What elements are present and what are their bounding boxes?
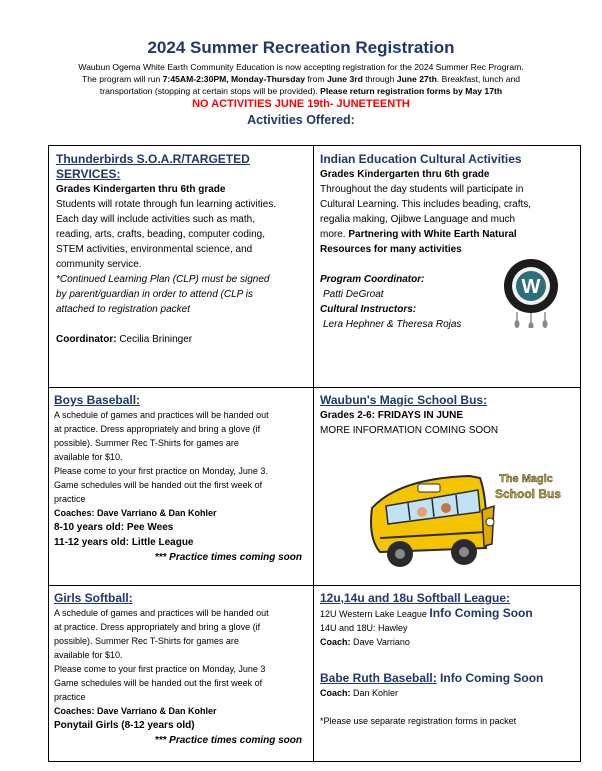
girls-softball-cell [54,591,310,748]
registration-forms-note: *Please use separate registration forms in packet [320,716,517,726]
babe-ruth-coach: Coach: Dan Kohler [320,688,399,698]
softball-body: available for $10. [54,650,123,660]
thunderbirds-cell [56,152,308,347]
intro-line-3: transportation (stopping at certain stops will be provided). Please return registration forms by May 17th [99,86,503,96]
clp-note: by parent/guardian in order to attend (CLP is [56,289,253,300]
clp-note: *Continued Learning Plan (CLP) must be signed [56,274,270,285]
instructors-names: Lera Hephner & Theresa Rojas [323,319,462,330]
row-divider-1 [49,387,580,388]
activities-table [48,145,581,762]
softball-body: possible). Summer Rec T-Shirts for games are [54,636,239,646]
baseball-coaches: Coaches: Dave Varriano & Dan Kohler [54,508,217,518]
activities-offered-heading: Activities Offered: [247,113,355,127]
program-coordinator-name: Patti DeGroat [323,289,384,300]
softball-league-heading: 12u,14u and 18u Softball League: [320,591,511,605]
softball-body: A schedule of games and practices will be handed out [54,608,269,618]
leagues-cell [320,591,578,728]
babe-ruth-heading: Babe Ruth Baseball: Info Coming Soon [320,671,544,685]
indian-ed-body: Resources for many activities [320,244,462,255]
softball-age-group: Ponytail Girls (8-12 years old) [54,720,195,731]
baseball-body: A schedule of games and practices will be handed out [54,410,269,420]
softball-body: at practice. Dress appropriately and bring a glove (if [54,622,261,632]
instructors-label: Cultural Instructors: [320,304,417,315]
row-divider-2 [49,585,580,586]
baseball-body: at practice. Dress appropriately and bring a glove (if [54,424,261,434]
thunderbirds-body: Each day will include activities such as math, [56,214,255,225]
baseball-body: Game schedules will be handed out the first week of [54,480,263,490]
magic-bus-logo-line-2: School Bus [494,487,562,501]
program-coordinator-label: Program Coordinator: [320,274,425,285]
intro-text [30,61,572,97]
column-divider [313,146,314,761]
clp-note: attached to registration packet [56,304,190,315]
baseball-body: available for $10. [54,452,123,462]
magic-school-bus-illustration [360,460,572,578]
magic-bus-logo-line-1: The Magic [499,473,553,485]
indian-ed-body: regalia making, Ojibwe Language and much [320,214,516,225]
svg-text:W: W [521,276,541,298]
boys-baseball-heading: Boys Baseball: [54,393,141,407]
intro-line-2: The program will run 7:45AM-2:30PM, Monday-Thursday from June 3rd through June 27th. Breakfast, lunch and [82,74,520,84]
indian-ed-body: Throughout the day students will participate in [320,184,524,195]
indian-ed-body: more. Partnering with White Earth Natural [320,229,517,240]
thunderbirds-heading: Thunderbirds S.O.A.R/TARGETED SERVICES: [56,152,250,181]
thunderbirds-body: community service. [56,259,142,270]
thunderbirds-grades: Grades Kindergarten thru 6th grade [56,184,226,195]
magic-bus-grades: Grades 2-6: FRIDAYS IN JUNE [320,410,464,421]
magic-bus-cell [320,393,578,438]
league-line-2: 14U and 18U: Hawley [320,623,408,633]
magic-bus-heading: Waubun's Magic School Bus: [320,393,488,407]
magic-bus-more-info: MORE INFORMATION COMING SOON [320,425,499,436]
baseball-age-group: 11-12 years old: Little League [54,537,194,548]
baseball-body: possible). Summer Rec T-Shirts for games are [54,438,239,448]
boys-baseball-cell [54,393,310,565]
league-coach: Coach: Dave Varriano [320,637,410,647]
indian-ed-grades: Grades Kindergarten thru 6th grade [320,169,490,180]
thunderbirds-coordinator: Coordinator: Cecilia Brininger [56,334,193,345]
intro-line-1: Waubun Ogema White Earth Community Education is now accepting registration for the 2024 Summer Rec Program. [78,62,524,72]
indian-education-logo [495,256,567,328]
no-activities-notice: NO ACTIVITIES JUNE 19th- JUNETEENTH [192,98,410,110]
page-title: 2024 Summer Recreation Registration [147,38,455,57]
softball-body: Please come to your first practice on Monday, June 3 [54,664,266,674]
thunderbirds-body: Students will rotate through fun learning activities. [56,199,277,210]
girls-softball-heading: Girls Softball: [54,591,133,605]
softball-practice-note: *** Practice times coming soon [154,735,302,746]
baseball-age-group: 8-10 years old: Pee Wees [54,522,174,533]
softball-body: practice [54,692,86,702]
thunderbirds-body: reading, arts, crafts, beading, computer coding, [56,229,266,240]
baseball-practice-note: *** Practice times coming soon [154,552,302,563]
indian-ed-body: Cultural Learning. This includes beading, crafts, [320,199,532,210]
league-line-1: 12U Western Lake League Info Coming Soon [320,606,533,620]
baseball-body: practice [54,494,86,504]
thunderbirds-body: STEM activities, environmental science, and [56,244,253,255]
softball-coaches: Coaches: Dave Varriano & Dan Kohler [54,706,217,716]
baseball-body: Please come to your first practice on Monday, June 3. [54,466,268,476]
indian-ed-heading: Indian Education Cultural Activities [320,152,522,166]
softball-body: Game schedules will be handed out the first week of [54,678,263,688]
